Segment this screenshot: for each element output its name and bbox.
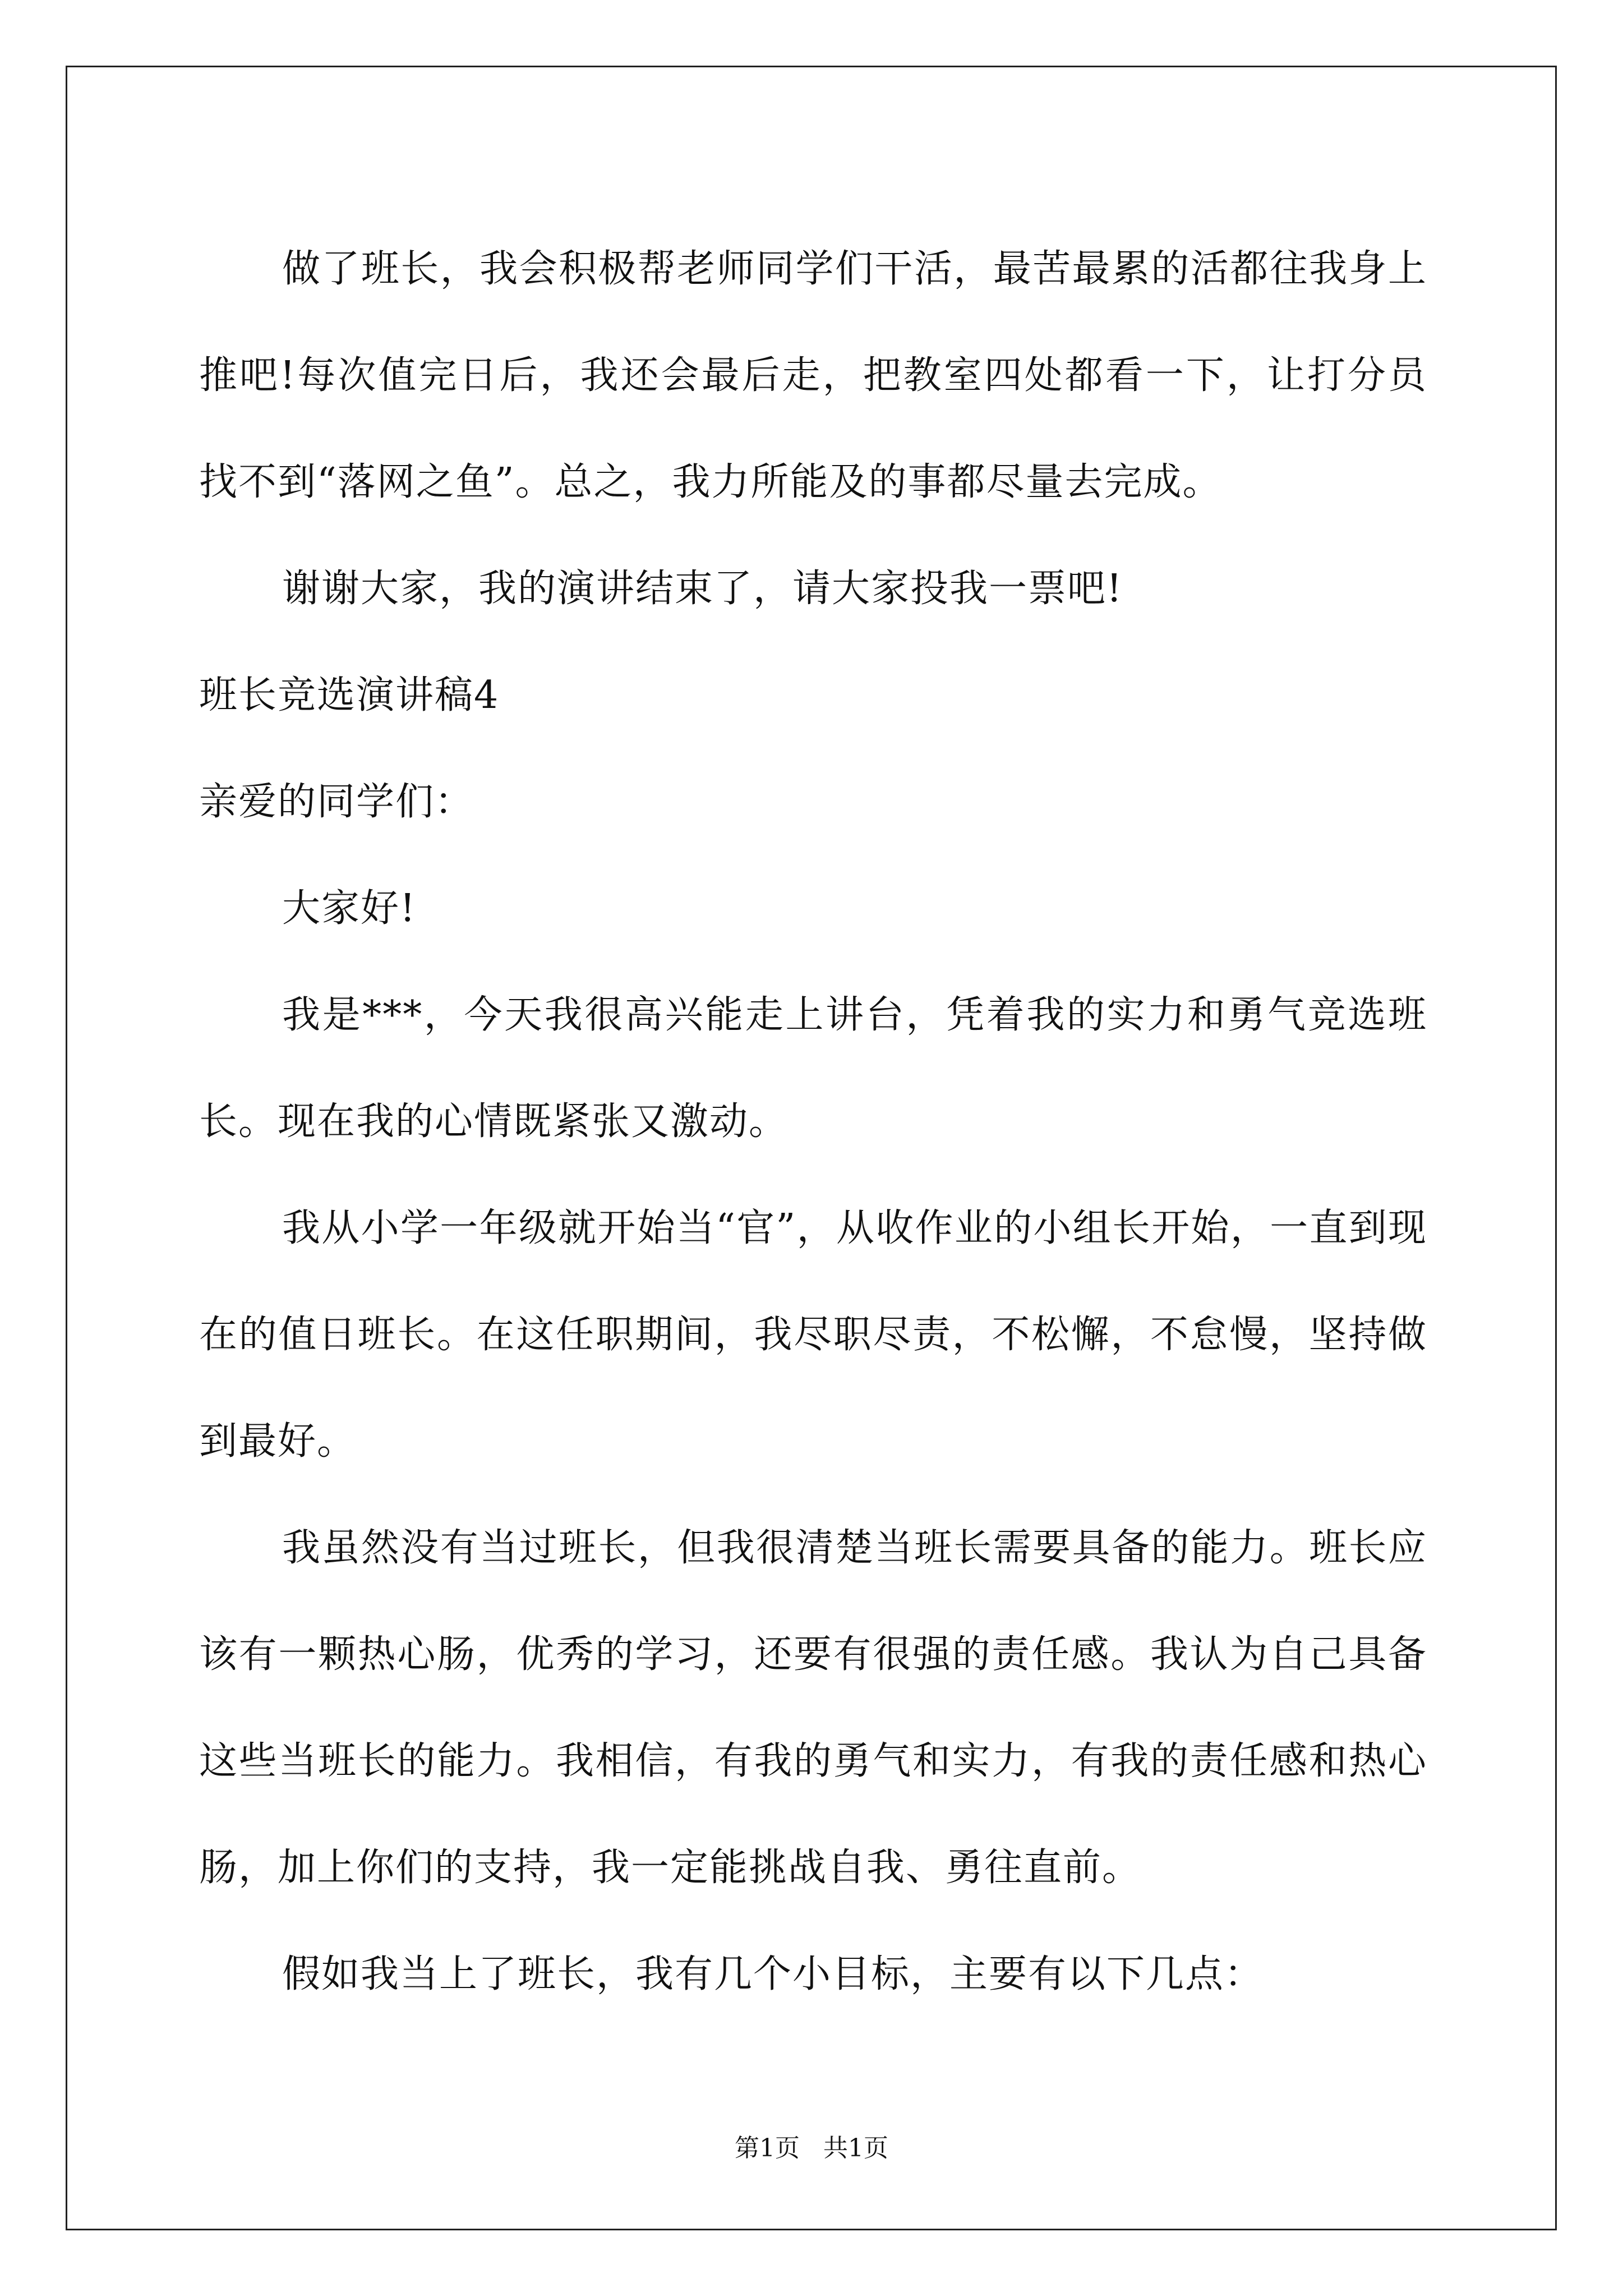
paragraph: 我从小学一年级就开始当“官”，从收作业的小组长开始，一直到现在的值日班长。在这任职期间，我尽职尽责，不松懈，不怠慢，坚持做到最好。 — [199, 1206, 1427, 1464]
section-heading: 班长竞选演讲稿4 — [199, 673, 500, 717]
paragraph: 我是***，今天我很高兴能走上讲台，凭着我的实力和勇气竞选班长。现在我的心情既紧张又激动。 — [199, 993, 1427, 1144]
greeting: 大家好! — [282, 886, 417, 931]
paragraph: 我虽然没有当过班长，但我很清楚当班长需要具备的能力。班长应该有一颗热心肠，优秀的学习，还要有很强的责任感。我认为自己具备这些当班长的能力。我相信，有我的勇气和实力，有我的责任感和热心肠，加上你们的支持，我一定能挑战自我、勇往直前。 — [199, 1526, 1427, 1890]
paragraph: 谢谢大家，我的演讲结束了，请大家投我一票吧! — [282, 567, 1123, 611]
document-body — [199, 216, 1427, 2028]
paragraph: 做了班长，我会积极帮老师同学们干活，最苦最累的活都往我身上推吧!每次值完日后，我还会最后走，把教室四处都看一下，让打分员找不到“落网之鱼”。总之，我力所能及的事都尽量去完成。 — [199, 247, 1427, 504]
page-footer — [0, 2132, 1623, 2165]
page-number: 第1页 — [735, 2134, 800, 2162]
salutation: 亲爱的同学们： — [199, 780, 474, 824]
page-total: 共1页 — [823, 2134, 888, 2162]
paragraph: 假如我当上了班长，我有几个小目标，主要有以下几点： — [282, 1952, 1264, 1996]
